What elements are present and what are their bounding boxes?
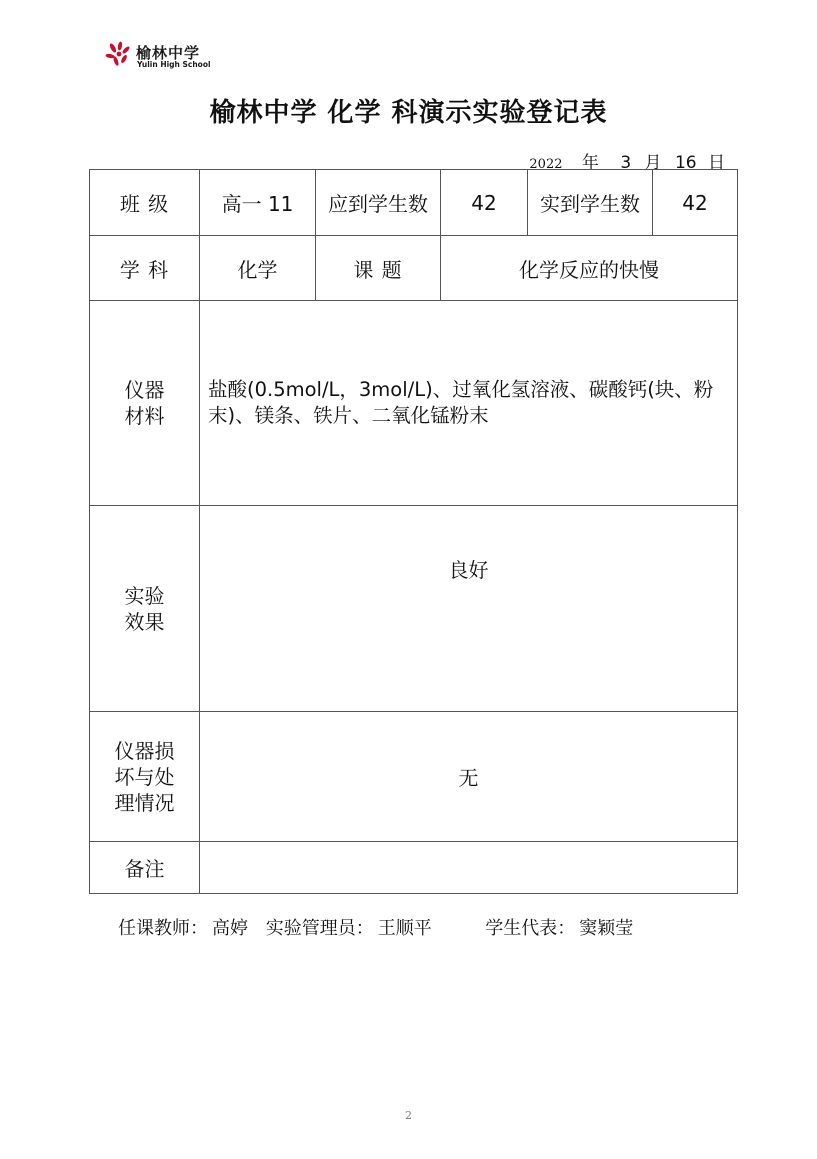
table-row: [90, 301, 738, 506]
actual-students-value: 42: [653, 170, 738, 236]
damage-value: 无: [200, 712, 738, 842]
table-row: [90, 170, 738, 236]
class-label: 班 级: [90, 170, 200, 236]
date-day-unit: 日: [708, 153, 725, 173]
student-label: 学生代表：: [485, 918, 576, 939]
damage-label-text: 仪器损坏与处理情况: [114, 738, 175, 815]
materials-value: 盐酸(0.5mol/L，3mol/L)、过氧化氢溶液、碳酸钙(块、粉末)、镁条、铁片、二氧化锰粉末: [200, 301, 738, 506]
date-day: 16: [674, 153, 697, 173]
page-title: 榆林中学 化学 科演示实验登记表: [209, 98, 608, 128]
experiment-register-table: [89, 169, 738, 894]
teacher-label: 任课教师：: [118, 918, 208, 939]
date-month-unit: 月: [644, 153, 662, 173]
school-logo: [104, 40, 224, 74]
actual-students-label: 实到学生数: [528, 170, 653, 236]
subject-value: 化学: [200, 236, 316, 301]
school-name-cn: 榆林中学: [136, 44, 201, 62]
page-number: 2: [405, 1109, 412, 1122]
table-row: [90, 236, 738, 301]
class-value: 高一 11: [200, 170, 316, 236]
date-year-unit: 年: [581, 153, 599, 173]
admin-label: 实验管理员：: [265, 918, 374, 939]
materials-label: [90, 301, 200, 506]
signature-line: [118, 914, 637, 940]
remarks-value: [200, 842, 738, 894]
expected-students-value: 42: [441, 170, 528, 236]
school-emblem-icon: [104, 40, 134, 70]
student-name: 窦颖莹: [579, 918, 634, 939]
effect-label-text: 实验效果: [124, 583, 165, 634]
effect-value: 良好: [200, 506, 738, 712]
expected-students-label: 应到学生数: [316, 170, 441, 236]
damage-label: [90, 712, 200, 842]
admin-name: 王顺平: [377, 918, 432, 939]
table-row: [90, 842, 738, 894]
school-name-en: Yulin High School: [137, 60, 211, 69]
topic-value: 化学反应的快慢: [441, 236, 738, 301]
remarks-label: 备注: [90, 842, 200, 894]
teacher-name: 高婷: [212, 918, 248, 939]
topic-label: 课 题: [316, 236, 441, 301]
date-year: 2022: [529, 157, 563, 172]
subject-label: 学 科: [90, 236, 200, 301]
date-month: 3: [620, 153, 632, 173]
table-row: [90, 712, 738, 842]
effect-label: [90, 506, 200, 712]
table-row: [90, 506, 738, 712]
materials-label-text: 仪器材料: [124, 378, 165, 428]
